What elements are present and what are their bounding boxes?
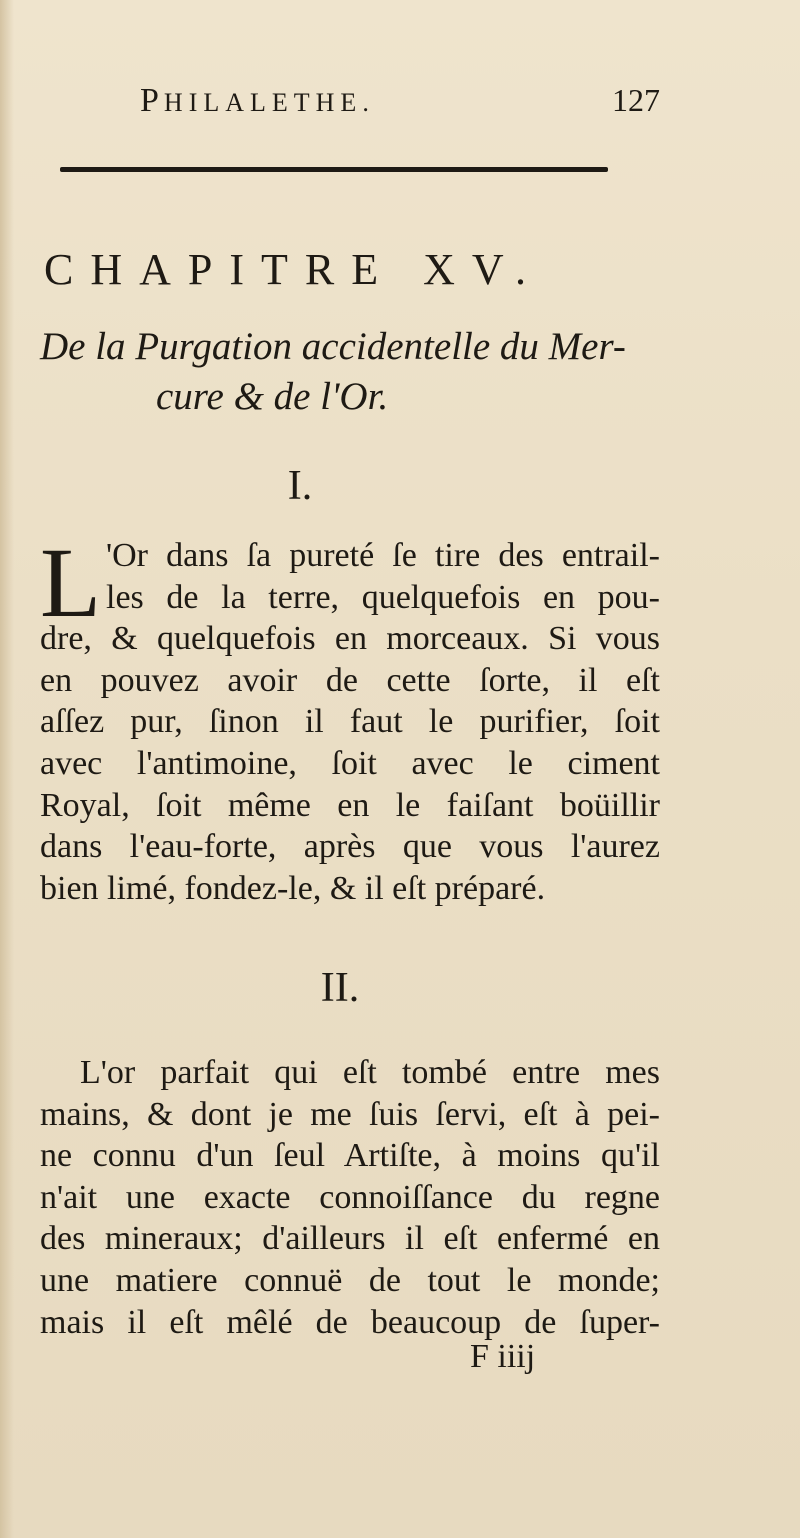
text-line: dans l'eau-forte, après que vous l'aurez [40, 828, 660, 866]
running-head [140, 82, 375, 120]
section-number-2: II. [320, 965, 360, 1011]
text-line: une matiere connuë de tout le monde; [40, 1261, 660, 1299]
page-edge-shadow [0, 0, 14, 1538]
chapter-subtitle [40, 322, 760, 422]
running-head-rest: HILALETHE. [163, 88, 375, 117]
paragraph-2 [40, 1052, 660, 1343]
signature-mark: F iiij [470, 1338, 536, 1375]
text-line: avec l'antimoine, ſoit avec le ciment [40, 744, 660, 782]
text-line: aſſez pur, ſinon il faut le purifier, ſoit [40, 703, 660, 741]
page-number: 127 [612, 82, 660, 118]
text-line: dre, & quelquefois en morceaux. Si vous [40, 620, 660, 658]
text-line: en pouvez avoir de cette ſorte, il eſt [40, 661, 660, 699]
text-line: bien limé, fondez-le, & il eſt préparé. [40, 869, 546, 907]
text-line: les de la terre, quelquefois en pou- [106, 578, 660, 616]
text-line: des mineraux; d'ailleurs il eſt enfermé en [40, 1220, 660, 1258]
text-line: mains, & dont je me ſuis ſervi, eſt à pei- [40, 1095, 660, 1133]
text-line: L'or parfait qui eſt tombé entre mes [80, 1054, 660, 1091]
subtitle-line-1: De la Purgation accidentelle du Mer- [40, 325, 626, 368]
text-line: mais il eſt mêlé de beaucoup de ſuper- [40, 1303, 660, 1341]
header-rule [60, 167, 608, 172]
chapter-title: CHAPITRE XV. [44, 245, 544, 294]
section-number-1: I. [287, 463, 313, 509]
drop-cap: L [40, 527, 102, 638]
text-line: 'Or dans ſa pureté ſe tire des entrail- [106, 537, 660, 574]
subtitle-line-2: cure & de l'Or. [156, 375, 389, 418]
page-header [140, 82, 660, 132]
running-head-initial: P [140, 82, 164, 119]
text-line: ne connu d'un ſeul Artiſte, à moins qu'il [40, 1137, 660, 1175]
paragraph-1 [40, 527, 660, 909]
text-line: n'ait une exacte connoiſſance du regne [40, 1178, 660, 1216]
text-line: Royal, ſoit même en le faiſant boüillir [40, 786, 660, 824]
